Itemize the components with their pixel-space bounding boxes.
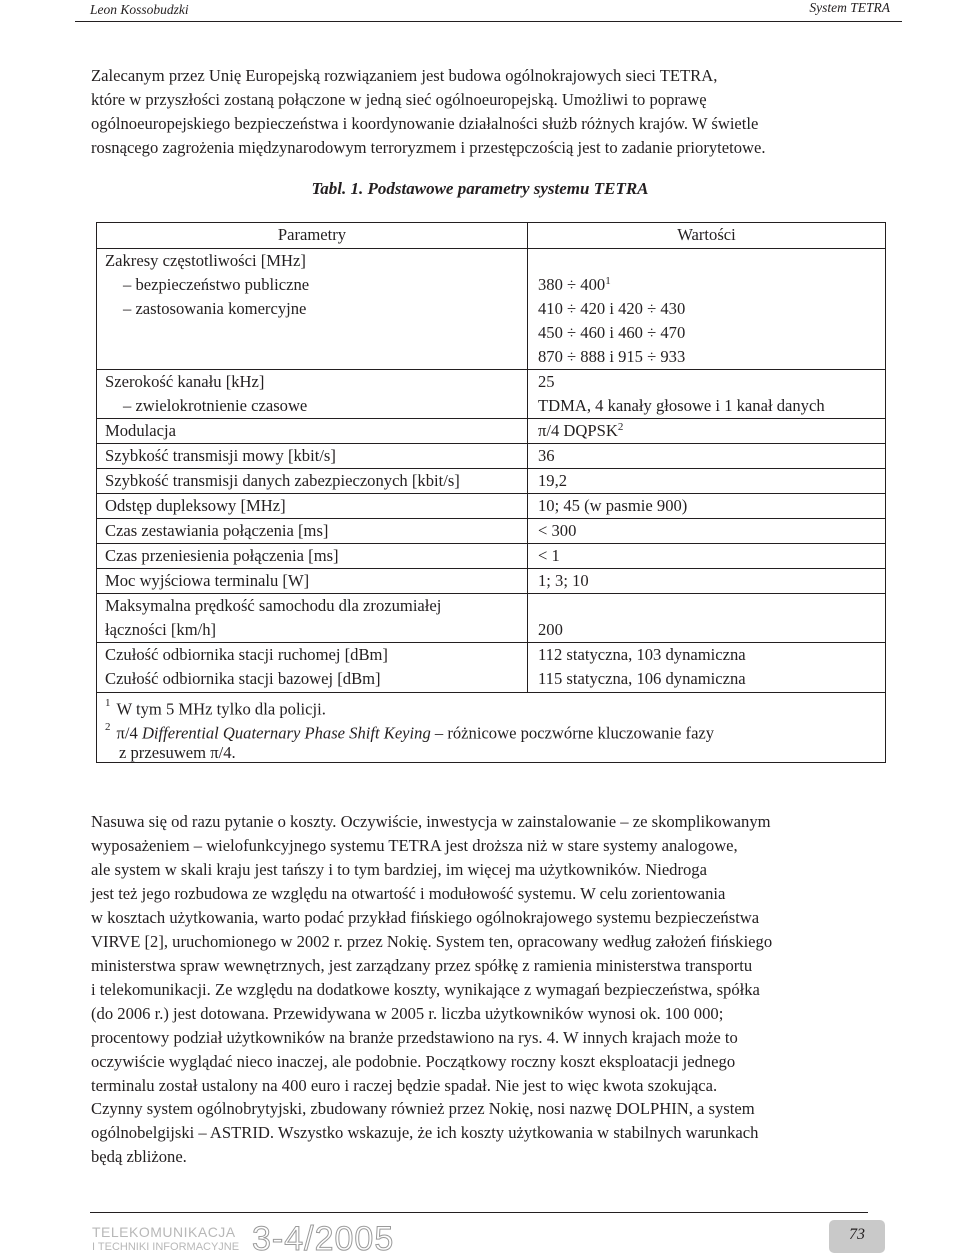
channel-value-1: 25 [538,372,555,391]
freq-commercial: – zastosowania komercyjne [123,299,307,318]
footnote-2: $^2$ π/4 Differential Quaternary Phase Shift Keying – różnicowe poczwórne kluczowanie fazy [105,721,715,743]
header-parameters: Parametry [277,225,347,244]
speed-label-line2: łączności [km/h] [105,620,217,639]
issue-number: 3-4/2005 [252,1220,395,1258]
footer-rule [90,1212,868,1213]
row-label: Moc wyjściowa terminalu [W] [105,571,310,590]
freq-value-3: 450 ÷ 460 i 460 ÷ 470 [538,323,686,342]
row-value: 1; 3; 10 [538,571,589,590]
header-values: Wartości [677,225,736,244]
freq-value-4: 870 ÷ 888 i 915 ÷ 933 [538,347,686,366]
channel-value-2: TDMA, 4 kanały głosowe i 1 kanał danych [538,396,825,415]
footnote-1: $^1$ W tym 5 MHz tylko dla policji. [105,697,326,719]
page-footer [0,1212,960,1256]
row-label: Odstęp dupleksowy [MHz] [105,496,286,515]
speed-label-line1: Maksymalna prędkość samochodu dla zrozumiałej [105,596,442,615]
row-label: Czas przeniesienia połączenia [ms] [105,546,339,565]
freq-public-safety: – bezpieczeństwo publiczne [123,275,310,294]
freq-value-2: 410 ÷ 420 i 420 ÷ 430 [538,299,686,318]
row-label: Szybkość transmisji mowy [kbit/s] [105,446,336,465]
text-line: będą zbliżone. [91,1147,187,1166]
modulation-label: Modulacja [105,421,176,440]
text-line: Czynny system ogólnobrytyjski, zbudowany również przez Nokię, nosi nazwę DOLPHIN, a system [91,1099,755,1118]
page-number: 73 [849,1226,865,1243]
freq-value-1: $380 \div 400^1$ [538,275,611,294]
intro-paragraph [91,64,887,160]
header-author: Leon Kossobudzki [90,2,189,17]
text-line: i telekomunikacji. Ze względu na dodatkowe koszty, wynikające z wymagań bezpieczeństwa, spółka [91,980,760,999]
row-label: Szybkość transmisji danych zabezpieczonych [kbit/s] [105,471,460,490]
freq-title: Zakresy częstotliwości [MHz] [105,251,306,270]
row-value: < 1 [538,546,560,565]
paragraph-costs [91,810,887,1098]
text-line: ale system w skali kraju jest tańszy i to tym bardziej, im więcej ma użytkowników. Niedroga [91,860,707,879]
text-line: procentowy podział użytkowników na branże przedstawiono na rys. 4. W innych krajach może to [91,1028,738,1047]
text-line: VIRVE [2], uruchomionego w 2002 r. przez Nokię. System ten, opracowany według założeń fińskiego [91,932,773,951]
text-line: wyposażeniem – wielofunkcyjnego systemu TETRA jest droższa niż w stare systemy analogowe, [91,836,738,855]
channel-tdm: – zwielokrotnienie czasowe [123,396,308,415]
row-value: < 300 [538,521,577,540]
sensitivity-mobile-value: 112 statyczna, 103 dynamiczna [538,645,746,664]
row-value: 19,2 [538,471,568,490]
modulation-value: π/4 DQPSK$^2$ [538,421,624,440]
text-line: Nasuwa się od razu pytanie o koszty. Oczywiście, inwestycja w zainstalowanie – ze skomplikowanym [91,812,771,831]
speed-value: 200 [538,620,563,639]
channel-title: Szerokość kanału [kHz] [105,372,265,391]
journal-name-line2: I TECHNIKI INFORMACYJNE [92,1241,240,1253]
text-line: jest też jego rozbudowa ze względu na otwartość i modułowość systemu. W celu zorientowania [91,884,726,903]
table-caption: Tabl. 1. Podstawowe parametry systemu TETRA [311,179,649,198]
paragraph-other-systems [91,1097,887,1169]
page-number-badge [829,1220,885,1253]
row-label: Czas zestawiania połączenia [ms] [105,521,329,540]
row-divider [97,418,885,419]
header-rule [75,21,902,22]
text-line: ogólnobelgijski – ASTRID. Wszystko wskazuje, że ich koszty użytkowania w stabilnych warunkach [91,1123,759,1142]
row-value: 10; 45 (w pasmie 900) [538,496,688,515]
text-line: rosnącego zagrożenia międzynarodowym terroryzmem i przestępczością jest to zadanie priorytetowe. [91,138,766,157]
text-line: ogólnoeuropejskiego bezpieczeństwa i koordynowanie działalności służb różnych krajów. W świetle [91,114,759,133]
header-title: System TETRA [809,0,890,15]
running-header [0,0,960,24]
row-value: 36 [538,446,555,465]
journal-name-line1: TELEKOMUNIKACJA [92,1224,236,1240]
text-line: w kosztach użytkowania, warto podać przykład fińskiego ogólnokrajowego systemu bezpieczeństwa [91,908,760,927]
text-line: oczywiście wyglądać nieco inaczej, ale podobnie. Początkowy roczny koszt eksploatacji jednego [91,1052,736,1071]
sensitivity-mobile-label: Czułość odbiornika stacji ruchomej [dBm] [105,645,388,664]
text-line: (do 2006 r.) jest dotowana. Przewidywana w 2005 r. liczba użytkowników wynosi ok. 100 000; [91,1004,724,1023]
sensitivity-base-value: 115 statyczna, 106 dynamiczna [538,669,746,688]
sensitivity-base-label: Czułość odbiornika stacji bazowej [dBm] [105,669,381,688]
text-line: które w przyszłości zostaną połączone w jedną sieć ogólnoeuropejską. Umożliwi to poprawę [91,90,707,109]
text-line: Zalecanym przez Unię Europejską rozwiązaniem jest budowa ogólnokrajowych sieci TETRA, [91,66,718,85]
text-line: terminalu został ustalony na 400 euro i raczej będzie spadał. Nie jest to więc kwota szokująca. [91,1076,718,1095]
text-line: ministerstwa spraw wewnętrznych, jest zarządzany przez spółkę z ramienia ministerstwa transportu [91,956,753,975]
parameters-table [96,222,886,763]
footnote-2-line2: z przesuwem π/4. [119,743,236,762]
column-divider [527,223,528,692]
